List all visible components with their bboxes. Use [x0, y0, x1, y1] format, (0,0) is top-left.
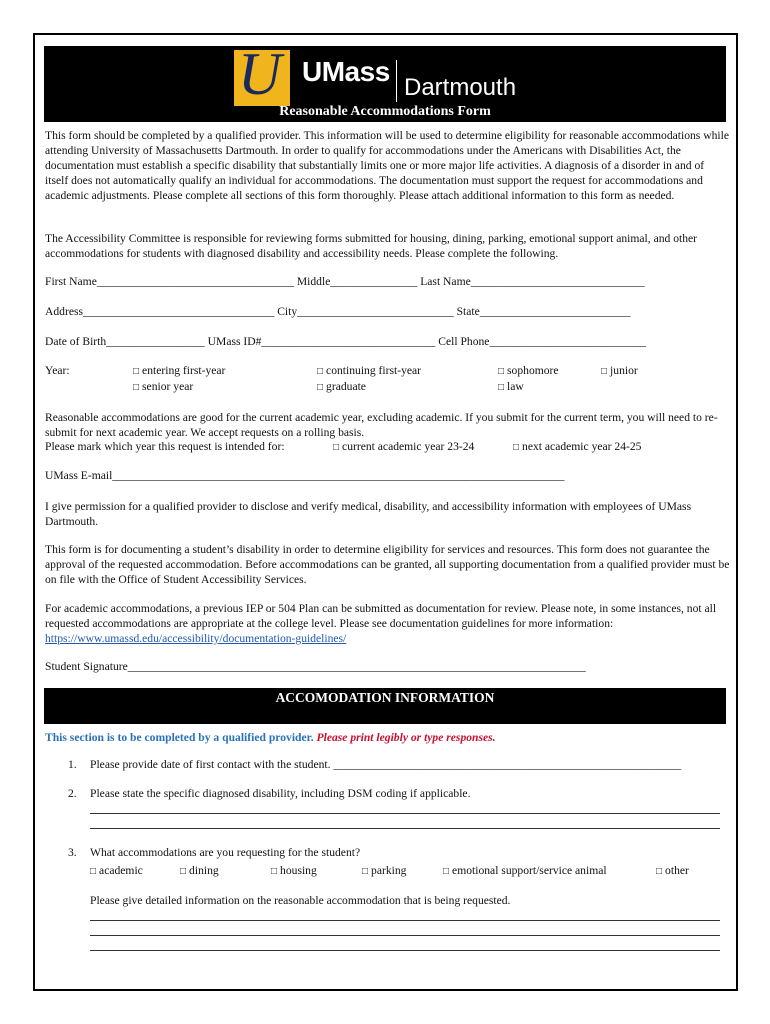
detail-answer-line-2[interactable]	[90, 935, 720, 936]
checkbox-icon: □	[133, 382, 140, 393]
checkbox-icon: □	[333, 442, 340, 453]
permission-statement: I give permission for a qualified provider to disclose and verify medical, disability, and accessibility information with employees of UMass Dartmouth.	[45, 500, 692, 528]
checkbox-icon: □	[498, 382, 505, 393]
q1-number: 1.	[68, 758, 77, 771]
year-option-entering[interactable]	[133, 364, 225, 377]
q3-option-dining[interactable]	[180, 864, 219, 877]
current-year-option[interactable]	[333, 440, 474, 453]
detail-answer-line-3[interactable]	[90, 950, 720, 951]
instruction-red: Please print legibly or type responses.	[316, 731, 496, 744]
q3-label: What accommodations are you requesting for the student?	[90, 846, 361, 859]
checkbox-icon: □	[317, 382, 324, 393]
current-year-label: current academic year 23-24	[342, 440, 475, 453]
checkbox-icon: □	[317, 366, 324, 377]
checkbox-icon: □	[601, 366, 608, 377]
year-option-sophomore[interactable]	[498, 364, 559, 377]
next-year-label: next academic year 24-25	[522, 440, 642, 453]
checkbox-icon: □	[133, 366, 140, 377]
year-option-continuing[interactable]	[317, 364, 421, 377]
next-year-option[interactable]	[513, 440, 641, 453]
first-name-field[interactable]: First Name__________________________________	[45, 275, 294, 288]
checkbox-icon: □	[90, 866, 97, 877]
intro-paragraph-1: This form should be completed by a qualified provider. This information will be used to determine eligibility for reasonable accommodations while attending University of Massachusetts Dartmouth. In order to qualify for accommodations under the Americans with Disabilities Act, the documentation must establish a specific disability that substantially limits one or more major life activities. A diagnosis of a disorder in and of itself does not automatically qualify an individual for accommodations. The documentation must support the request for accommodations and academic adjustments. Please complete all sections of this form thoroughly. Please attach additional information to this form as needed.	[45, 129, 729, 202]
checkbox-icon: □	[498, 366, 505, 377]
iep-text: For academic accommodations, a previous IEP or 504 Plan can be submitted as documentation for review. Please note, in some instances, not all requested accommodations are appropriate at the college level. Please see documentation guidelines for more information:	[45, 602, 717, 630]
address-field[interactable]: Address_________________________________	[45, 305, 275, 318]
documentation-guidelines-link[interactable]: https://www.umassd.edu/accessibility/documentation-guidelines/	[45, 632, 347, 645]
middle-name-field[interactable]: Middle_______________	[296, 275, 418, 288]
instruction-blue: This section is to be completed by a qualified provider.	[45, 731, 314, 744]
q2-answer-line-1[interactable]	[90, 813, 720, 814]
checkbox-icon: □	[513, 442, 520, 453]
name-row	[45, 275, 645, 288]
q3-option-other[interactable]	[656, 864, 689, 877]
umass-id-field[interactable]: UMass ID#______________________________	[207, 335, 436, 348]
checkbox-icon: □	[656, 866, 663, 877]
student-signature-field[interactable]: Student Signature_______________________________________________________________________________	[45, 660, 586, 673]
logo-divider	[396, 60, 397, 102]
year-option-label: continuing first-year	[326, 364, 422, 377]
logo-umass-text: UMass	[302, 56, 390, 87]
purpose-statement: This form is for documenting a student’s disability in order to determine eligibility for services and resources. This form does not guarantee the approval of the requested accommodation. Before accommodations can be granted, all supporting documentation from a qualified provider must be on file with the Office of Student Accessibility Services.	[45, 543, 730, 586]
q3-option-label: other	[665, 864, 689, 877]
umass-logo-mark	[234, 41, 290, 107]
year-option-label: sophomore	[507, 364, 559, 377]
academic-year-prompt: Please mark which year this request is intended for:	[45, 440, 285, 453]
year-option-senior[interactable]	[133, 380, 193, 393]
q3-option-label: housing	[280, 864, 317, 877]
intro-paragraph-2: The Accessibility Committee is responsible for reviewing forms submitted for housing, dining, parking, emotional support animal, and other accommodations for students with diagnosed disability and accessibility needs. Please complete the following.	[45, 232, 698, 260]
checkbox-icon: □	[443, 866, 450, 877]
year-option-label: law	[507, 380, 524, 393]
section-instructions	[45, 731, 496, 744]
year-option-graduate[interactable]	[317, 380, 366, 393]
header-banner	[44, 41, 726, 122]
checkbox-icon: □	[362, 866, 369, 877]
checkbox-icon: □	[180, 866, 187, 877]
section-banner	[44, 688, 726, 724]
dob-field[interactable]: Date of Birth_________________	[45, 335, 205, 348]
detail-answer-line-1[interactable]	[90, 920, 720, 921]
logo-dartmouth-text: Dartmouth	[404, 74, 517, 101]
academic-year-note: Reasonable accommodations are good for the current academic year, excluding academic. If you submit for the current term, you will need to re-submit for next academic year. We accept requests on a rolling basis.	[45, 411, 718, 439]
iep-statement	[45, 601, 730, 646]
state-field[interactable]: State__________________________	[456, 305, 631, 318]
dob-row	[45, 335, 646, 348]
form-title: Reasonable Accommodations Form	[279, 104, 491, 119]
q2-label: Please state the specific diagnosed disability, including DSM coding if applicable.	[90, 787, 471, 800]
city-field[interactable]: City___________________________	[277, 305, 454, 318]
q2-number: 2.	[68, 787, 77, 800]
address-row	[45, 305, 631, 318]
checkbox-icon: □	[271, 866, 278, 877]
q3-option-label: academic	[99, 864, 143, 877]
year-option-law[interactable]	[498, 380, 524, 393]
email-field[interactable]: UMass E-mail______________________________________________________________________________	[45, 469, 565, 482]
cell-phone-field[interactable]: Cell Phone___________________________	[438, 335, 646, 348]
q2-answer-line-2[interactable]	[90, 828, 720, 829]
q3-option-parking[interactable]	[362, 864, 406, 877]
year-option-label: entering first-year	[142, 364, 226, 377]
q1-first-contact-field[interactable]: Please provide date of first contact with the student. ____________________________________________________________	[90, 758, 682, 771]
q3-option-label: dining	[189, 864, 219, 877]
section-title: ACCOMODATION INFORMATION	[275, 690, 495, 705]
q3-option-academic[interactable]	[90, 864, 143, 877]
year-option-label: junior	[610, 364, 638, 377]
q3-option-label: parking	[371, 864, 407, 877]
detail-label: Please give detailed information on the reasonable accommodation that is being requested.	[90, 894, 511, 907]
q3-option-label: emotional support/service animal	[452, 864, 607, 877]
year-option-label: graduate	[326, 380, 366, 393]
year-option-label: senior year	[142, 380, 194, 393]
year-option-junior[interactable]	[601, 364, 638, 377]
q3-option-emotional-support[interactable]	[443, 864, 607, 877]
q3-option-housing[interactable]	[271, 864, 317, 877]
logo-letter: U	[238, 41, 282, 107]
last-name-field[interactable]: Last Name______________________________	[420, 275, 645, 288]
q3-number: 3.	[68, 846, 77, 859]
year-label: Year:	[45, 364, 70, 377]
